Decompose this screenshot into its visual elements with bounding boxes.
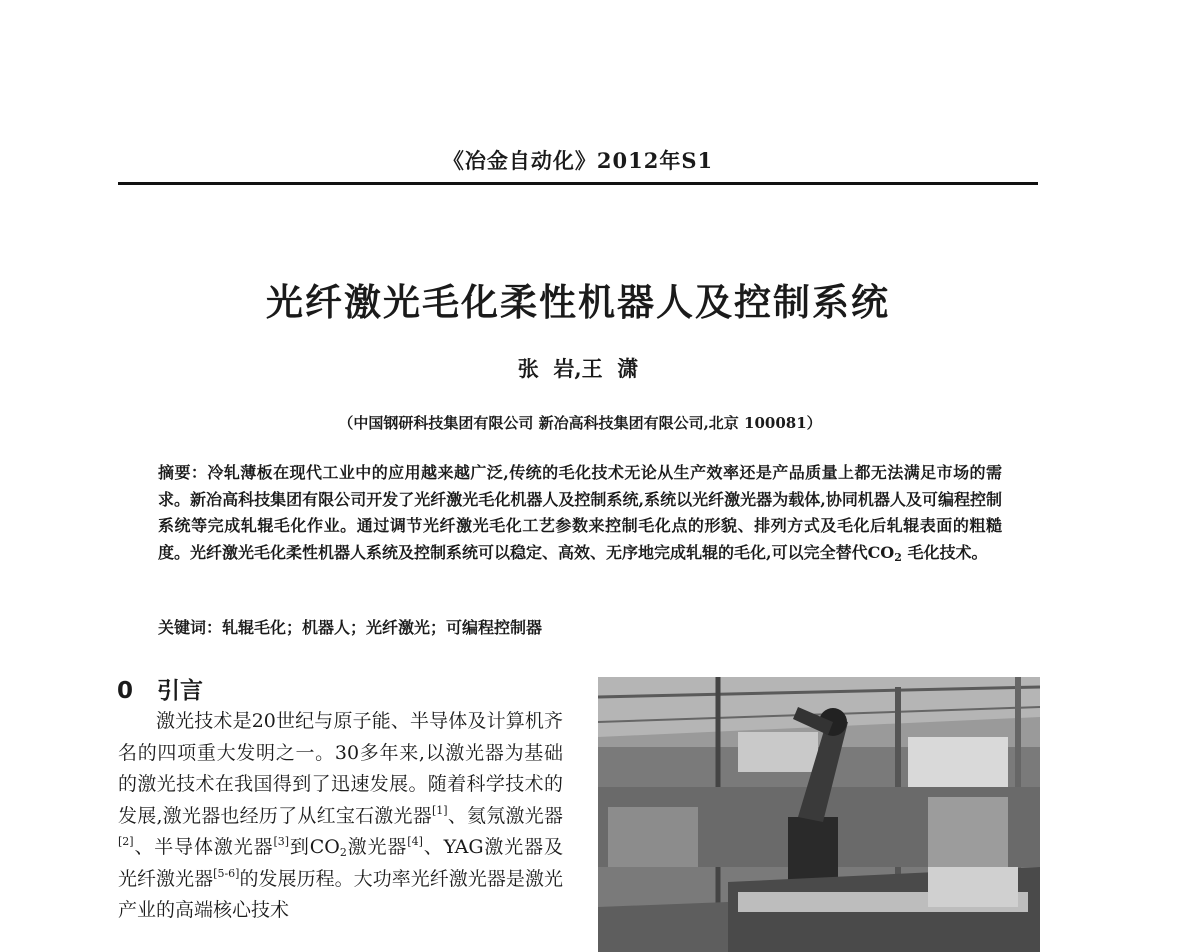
co2-subscript: 2 (339, 846, 347, 859)
citation-1[interactable]: [1] (432, 803, 448, 817)
journal-header: 《冶金自动化》2012年S1 (442, 148, 714, 173)
robot-workshop-image (598, 677, 1040, 952)
body-text-1: 激光技术是20世纪与原子能、半导体及计算机齐名的四项重大发明之一。30多年来,以激光器为基础的激光技术在我国得到了迅速发展。随着科学技术的发展,激光器也经历了从红宝石激光器 (118, 710, 563, 827)
abstract (158, 460, 1002, 566)
article-title: 光纤激光毛化柔性机器人及控制系统 (266, 281, 890, 324)
body-text-2: 、氦氖激光器 (447, 804, 563, 827)
industrial-robot-photo (598, 677, 1040, 952)
citation-4[interactable]: [4] (407, 835, 423, 848)
body-text-4: 到CO (289, 836, 340, 858)
body-text-5: 激光器 (346, 836, 408, 858)
body-text-7: 的发展历程。大功率光纤激光器是激光产业的高端核心技术 (118, 867, 563, 921)
keywords-text: 轧辊毛化；机器人；光纤激光；可编程控制器 (222, 618, 543, 637)
section-heading: 0 引言 (117, 678, 204, 704)
citation-3[interactable]: [3] (273, 835, 290, 848)
abstract-subscript: 2 (894, 550, 902, 564)
body-text-3: 、半导体激光器 (133, 836, 274, 858)
abstract-label: 摘要： (158, 463, 208, 482)
body-text-6: 、YAG激光器及光纤激光器 (118, 836, 563, 890)
keywords (158, 615, 1002, 638)
abstract-text: 冷轧薄板在现代工业中的应用越来越广泛,传统的毛化技术无论从生产效率还是产品质量上都无法满足市场的需求。新冶高科技集团有限公司开发了光纤激光毛化机器人及控制系统,系统以光纤激光器为载体,协同机器人及可编程控制系统等完成轧辊毛化作业。通过调节光纤激光毛化工艺参数来控制毛化点的形貌、排列方式及毛化后轧辊表面的粗糙度。光纤激光毛化柔性机器人系统及控制系统可以稳定、高效、无序地完成轧辊的毛化,可以完全替代CO (158, 463, 1002, 562)
citation-5-6[interactable]: [5-6] (213, 866, 240, 880)
citation-2[interactable]: [2] (118, 835, 134, 848)
abstract-tail: 毛化技术。 (901, 542, 988, 562)
article-authors: 张 岩,王 潇 (517, 356, 639, 381)
keywords-label: 关键词： (158, 618, 223, 637)
section-body (118, 706, 563, 927)
article-affiliation: （中国钢研科技集团有限公司 新冶高科技集团有限公司,北京 100081） (338, 414, 822, 432)
header-rule (118, 182, 1038, 185)
